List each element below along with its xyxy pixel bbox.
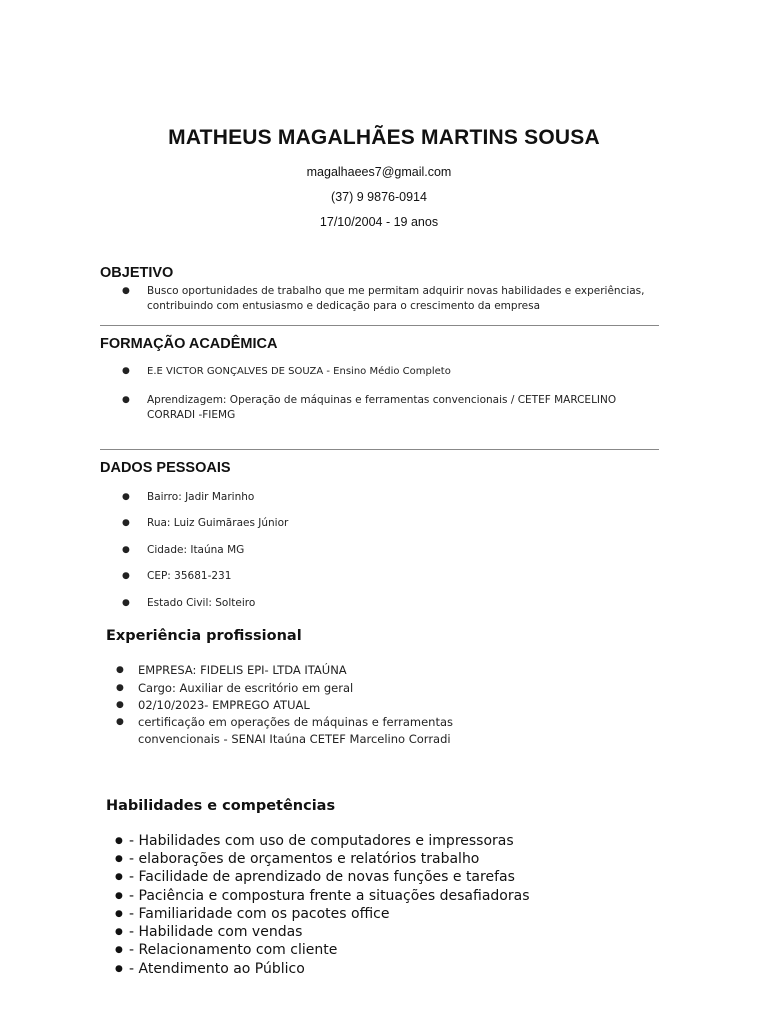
birth-date-age: 17/10/2004 - 19 anos — [319, 215, 439, 229]
list-item: ● - Habilidade com vendas — [115, 924, 303, 940]
list-item: ● Bairro: Jadir Marinho — [122, 491, 255, 503]
bullet-icon: ● — [122, 492, 130, 502]
list-item: ● - Habilidades com uso de computadores e impressoras — [115, 833, 514, 849]
list-item: ● E.E VICTOR GONÇALVES DE SOUZA - Ensino Médio Completo — [122, 366, 451, 377]
bullet-icon: ● — [122, 598, 130, 608]
list-item: ● Rua: Luiz Guimãraes Júnior — [122, 517, 289, 529]
section-title-dados: DADOS PESSOAIS — [100, 460, 231, 476]
bullet-icon: ● — [122, 286, 130, 296]
bullet-icon: ● — [122, 366, 130, 376]
section-divider — [100, 325, 659, 326]
bullet-icon: ● — [122, 545, 130, 555]
bullet-icon: ● — [115, 836, 123, 846]
list-item: ● Cidade: Itaúna MG — [122, 544, 245, 556]
list-item: ● - elaborações de orçamentos e relatórios trabalho — [115, 851, 480, 867]
bullet-icon: ● — [115, 854, 123, 864]
list-item: ● - Familiaridade com os pacotes office — [115, 906, 390, 922]
list-item: ● - Facilidade de aprendizado de novas funções e tarefas — [115, 869, 515, 885]
bullet-icon: ● — [116, 700, 124, 710]
list-item: ● EMPRESA: FIDELIS EPI- LTDA ITAÚNA — [116, 663, 347, 677]
section-title-habilidades: Habilidades e competências — [106, 798, 336, 814]
bullet-icon: ● — [122, 395, 130, 405]
section-title-formacao: FORMAÇÃO ACADÊMICA — [100, 336, 278, 352]
bullet-icon: ● — [115, 927, 123, 937]
list-item: ● - Paciência e compostura frente a situações desafiadoras — [115, 888, 530, 904]
list-item: ● Cargo: Auxiliar de escritório em geral — [116, 681, 354, 695]
bullet-icon: ● — [115, 964, 123, 974]
list-item: ● - Atendimento ao Público — [115, 961, 305, 977]
phone: (37) 9 9876-0914 — [331, 190, 427, 204]
list-item: ● CEP: 35681-231 — [122, 570, 232, 582]
bullet-icon: ● — [115, 891, 123, 901]
bullet-icon: ● — [116, 665, 124, 675]
bullet-icon: ● — [122, 518, 130, 528]
list-item: ● Busco oportunidades de trabalho que me permitam adquirir novas habilidades e experiências, contribuindo com entusiasmo e dedicação para o crescimento da empresa — [122, 285, 645, 312]
list-item: ● Estado Civil: Solteiro — [122, 597, 256, 609]
list-item: ● - Relacionamento com cliente — [115, 942, 338, 958]
bullet-icon: ● — [115, 872, 123, 882]
bullet-icon: ● — [115, 945, 123, 955]
bullet-icon: ● — [122, 571, 130, 581]
candidate-name: MATHEUS MAGALHÃES MARTINS SOUSA — [168, 126, 600, 149]
list-item: ● 02/10/2023- EMPREGO ATUAL — [116, 698, 310, 712]
section-title-objetivo: OBJETIVO — [100, 265, 174, 281]
section-divider — [100, 449, 659, 450]
bullet-icon: ● — [116, 683, 124, 693]
section-title-experiencia: Experiência profissional — [106, 628, 302, 644]
email: magalhaees7@gmail.com — [306, 165, 452, 179]
list-item: ● certificação em operações de máquinas e ferramentas convencionais - SENAI Itaúna CETEF Marcelino Corradi — [116, 715, 454, 746]
bullet-icon: ● — [115, 909, 123, 919]
bullet-icon: ● — [116, 717, 124, 727]
list-item: ● Aprendizagem: Operação de máquinas e ferramentas convencionais / CETEF MARCELINO CORRADI -FIEMG — [122, 394, 617, 421]
